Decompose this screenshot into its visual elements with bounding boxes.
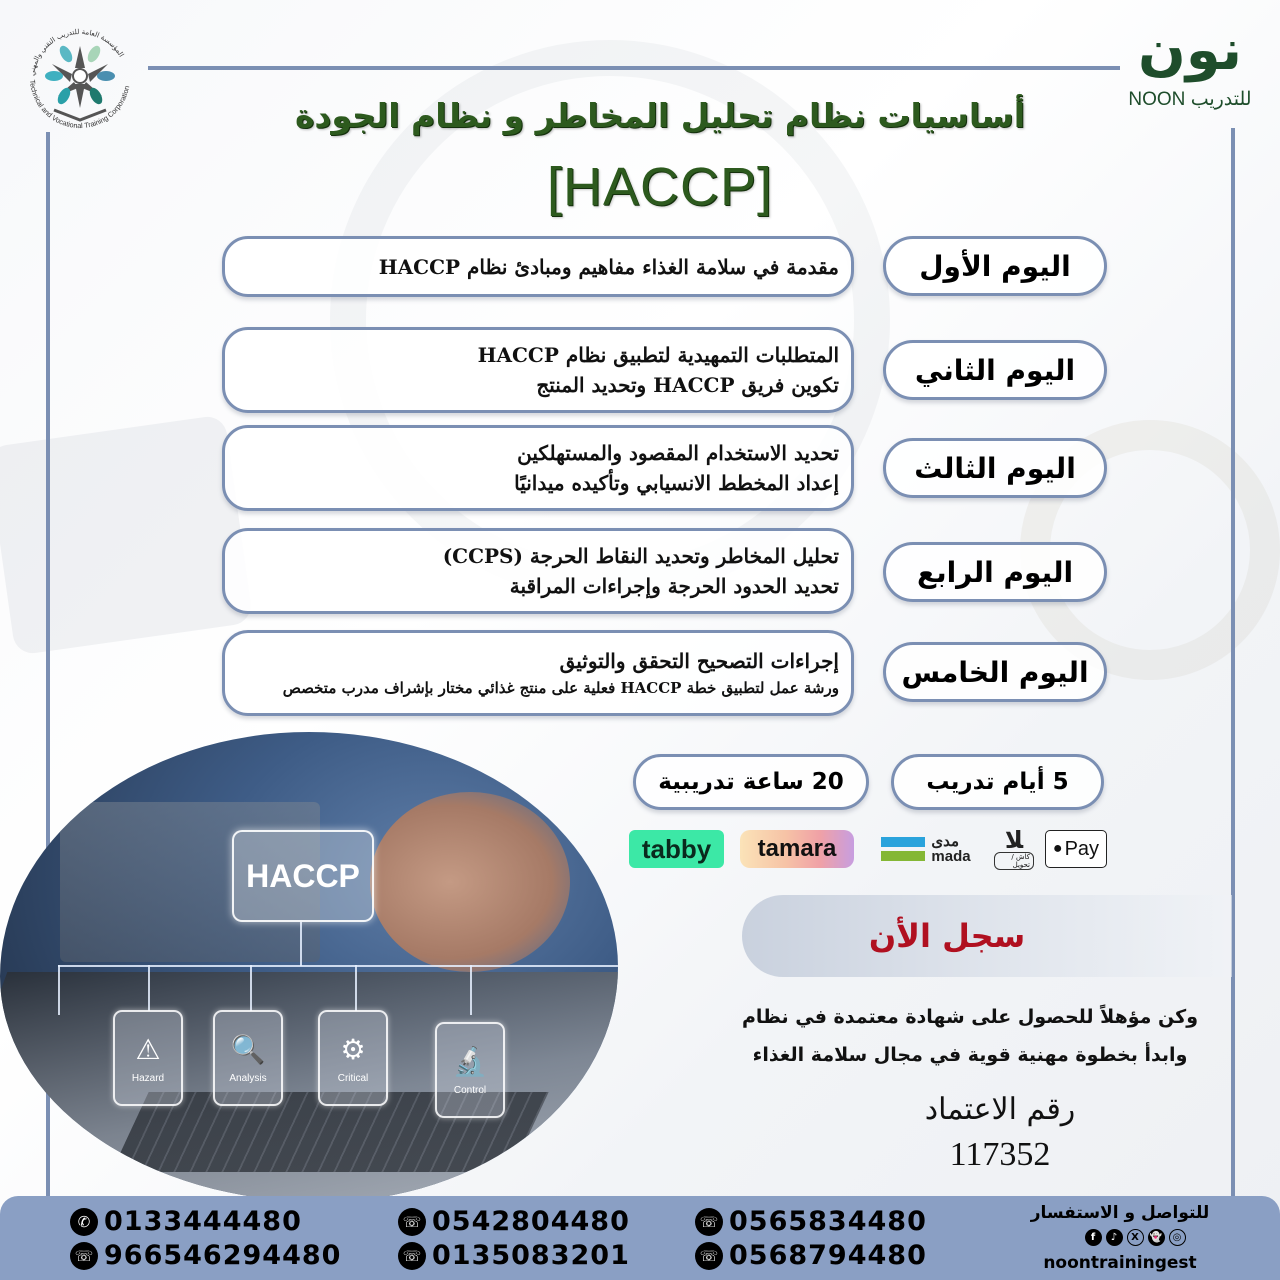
instagram-icon[interactable]: ◎ (1169, 1229, 1186, 1246)
noon-logo-latin: NOON (1128, 89, 1186, 110)
accreditation-number: 117352 (949, 1136, 1051, 1173)
whatsapp-number-5[interactable]: ☏ 0568794480 (695, 1240, 927, 1271)
phone-icon: ✆ (70, 1208, 98, 1236)
tvtc-logo (14, 20, 144, 138)
x-icon[interactable]: X (1127, 1229, 1144, 1246)
day-2-label: اليوم الثاني (883, 340, 1107, 400)
day-2-line-2: تكوين فريق HACCP وتحديد المنتج (536, 373, 839, 397)
day-5-line-2: ورشة عمل لتطبيق خطة HACCP فعلية على منتج غذائي مختار بإشراف مدرب متخصص (282, 679, 839, 697)
course-title-acronym: [HACCP] (546, 157, 774, 217)
photo-hand (370, 792, 570, 972)
haccp-hero-photo (0, 732, 618, 1202)
diagram-connector (300, 922, 302, 966)
tvtc-english-name: Technical and Vocational Training Corporation (28, 79, 132, 131)
accreditation-label: رقم الاعتماد (924, 1092, 1076, 1127)
register-now-button[interactable] (742, 895, 1232, 977)
day-1-label: اليوم الأول (883, 236, 1107, 296)
social-handle[interactable]: noontrainingest (1043, 1253, 1197, 1273)
day-3-description (222, 425, 854, 511)
day-1-line-1: مقدمة في سلامة الغذاء مفاهيم ومبادئ نظام HACCP (378, 254, 839, 279)
pitch-line-1: وكن مؤهلاً للحصول على شهادة معتمدة في نظام (741, 1006, 1199, 1028)
tiktok-icon[interactable]: ♪ (1106, 1229, 1123, 1246)
course-title-arabic: أساسيات نظام تحليل المخاطر و نظام الجودة (294, 96, 1026, 135)
noon-logo-mark: نون (1138, 18, 1242, 83)
whatsapp-number-3[interactable]: ☏ 0135083201 (398, 1240, 630, 1271)
haccp-diagram-card: HACCP (232, 830, 374, 922)
noon-logo-subtitle (1120, 88, 1260, 111)
day-3-line-2: إعداد المخطط الانسيابي وتأكيده ميدانيًا (514, 471, 839, 495)
day-5-description (222, 630, 854, 716)
whatsapp-icon: ☏ (695, 1242, 723, 1270)
social-icons (1080, 1229, 1190, 1246)
whatsapp-number-1[interactable]: ☏ 966546294480 (70, 1240, 341, 1271)
apple-pay-text: Pay (1064, 837, 1100, 860)
sadad-icon: ﻼ (1004, 826, 1024, 854)
whatsapp-number-2[interactable]: ☏ 0542804480 (398, 1206, 630, 1237)
day-5-label: اليوم الخامس (883, 642, 1107, 702)
critical-node: ⚙ Critical (318, 1010, 388, 1106)
diagram-connector (58, 965, 60, 1015)
noon-logo-tagline: للتدريب (1190, 89, 1252, 110)
hazard-node: ⚠ Hazard (113, 1010, 183, 1106)
microscope-icon: 🔬 (452, 1044, 488, 1078)
day-4-description (222, 528, 854, 614)
whatsapp-number-4[interactable]: ☏ 0565834480 (695, 1206, 927, 1237)
facebook-icon[interactable]: f (1085, 1229, 1102, 1246)
day-4-line-1: تحليل المخاطر وتحديد النقاط الحرجة (CCPS) (442, 544, 839, 568)
tabby-payment-logo: tabby (629, 830, 724, 868)
diagram-connector (148, 965, 150, 1011)
frame-top-line (148, 66, 1120, 70)
tamara-payment-logo: tamara (740, 830, 854, 868)
diagram-connector (470, 965, 472, 1015)
register-now-label: سجل الأن (868, 917, 1026, 955)
whatsapp-icon: ☏ (398, 1208, 426, 1236)
magnifier-chart-icon: 🔍 (230, 1032, 266, 1066)
whatsapp-icon: ☏ (695, 1208, 723, 1236)
phone-number-1[interactable]: ✆ 0133444480 (70, 1206, 302, 1237)
apple-icon: ● (1052, 840, 1063, 857)
day-2-line-1: المتطلبات التمهيدية لتطبيق نظام HACCP (477, 343, 839, 367)
apple-pay-logo (1045, 830, 1107, 868)
control-node: 🔬 Control (435, 1022, 505, 1118)
day-5-line-1: إجراءات التصحيح التحقق والتوثيق (559, 649, 839, 673)
sadad-payment-logo (994, 826, 1034, 869)
day-3-label: اليوم الثالث (883, 438, 1107, 498)
background-calculator-decoration (0, 414, 253, 655)
day-1-description (222, 236, 854, 297)
pitch-line-2: وابدأ بخطوة مهنية قوية في مجال سلامة الغذاء (752, 1044, 1188, 1066)
noon-logo (1120, 18, 1260, 130)
snapchat-icon[interactable]: 👻 (1148, 1229, 1165, 1246)
mada-bars-icon (881, 837, 925, 861)
training-days-badge: 5 أيام تدريب (891, 754, 1104, 810)
tvtc-arabic-name: المؤسسة العامة للتدريب التقني والمهني (28, 27, 126, 77)
diagram-connector (355, 965, 357, 1011)
diagram-connector (250, 965, 252, 1011)
day-4-label: اليوم الرابع (883, 542, 1107, 602)
tvtc-star-emblem (45, 44, 115, 120)
day-3-line-1: تحديد الاستخدام المقصود والمستهلكين (517, 441, 839, 465)
whatsapp-icon: ☏ (398, 1242, 426, 1270)
day-2-description (222, 327, 854, 413)
analysis-node: 🔍 Analysis (213, 1010, 283, 1106)
diagram-connector (58, 965, 618, 967)
sadad-label: كاش / تحويل (994, 852, 1034, 870)
frame-right-line (1231, 128, 1235, 1198)
contact-title: للتواصل و الاستفسار (1030, 1203, 1210, 1223)
gear-team-icon: ⚙ (340, 1032, 366, 1066)
mada-arabic: مدى (931, 833, 960, 850)
mada-payment-logo (870, 830, 982, 868)
whatsapp-icon: ☏ (70, 1242, 98, 1270)
training-hours-badge: 20 ساعة تدريبية (633, 754, 869, 810)
warning-icon: ⚠ (135, 1032, 161, 1066)
day-4-line-2: تحديد الحدود الحرجة وإجراءات المراقبة (509, 574, 839, 598)
mada-english: mada (931, 848, 971, 865)
